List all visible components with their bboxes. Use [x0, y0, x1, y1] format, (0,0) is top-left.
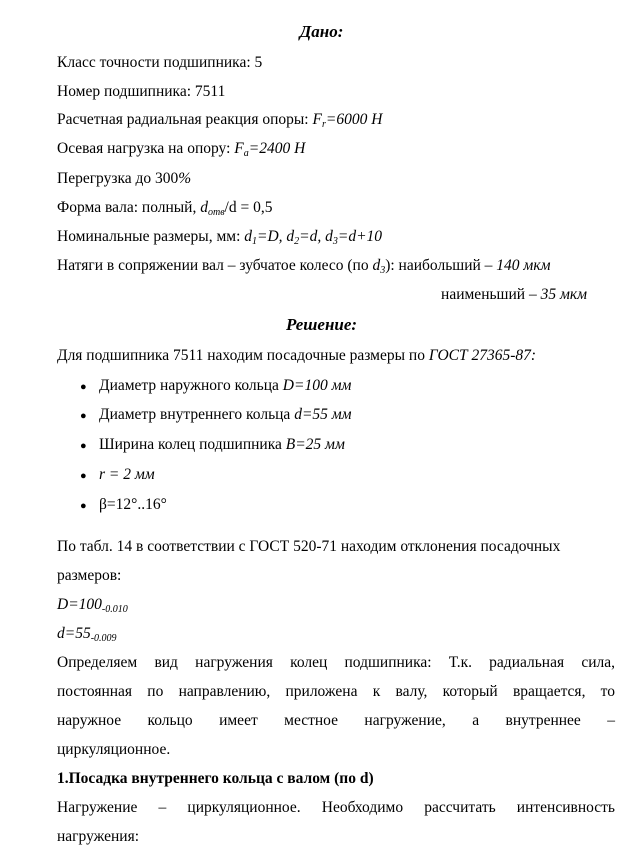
axial-load: Осевая нагрузка на опору: $F_a=2400$ Н	[57, 140, 306, 159]
list-item: Ширина колец подшипника B=25 мм	[99, 436, 345, 453]
nominal-sizes: Номинальные размеры, мм: $d_1=D$, $d_2=d$, $d_3=d+10$	[57, 228, 383, 247]
deviation-D: $D=100_{-0.010}$	[57, 596, 128, 615]
bearing-number: Номер подшипника: 7511	[57, 83, 226, 100]
list-item: r = 2 мм	[99, 466, 155, 483]
bullet-icon: ●	[80, 440, 87, 452]
loading-paragraph-line: наружное кольцо имеет местное нагружение, а внутреннее –	[57, 712, 615, 729]
given-title: Дано:	[299, 22, 344, 41]
loading-paragraph-line: циркуляционное.	[57, 741, 171, 758]
loading-paragraph-line: постоянная по направлению, приложена к валу, который вращается, то	[57, 683, 615, 700]
table-ref-line: По табл. 14 в соответствии с ГОСТ 520-71 находим отклонения посадочных	[57, 538, 561, 555]
section1-title: 1.Посадка внутреннего кольца с валом (по d)	[57, 770, 374, 787]
list-item: Диаметр внутреннего кольца d=55 мм	[99, 406, 352, 423]
bullet-icon: ●	[80, 410, 87, 422]
shaft-form: Форма вала: полный, $d_{отв}/d = 0,5$	[57, 199, 273, 218]
list-item: Диаметр наружного кольца D=100 мм	[99, 377, 352, 394]
interference-min: наименьший – 35 мкм	[441, 286, 587, 303]
radial-reaction: Расчетная радиальная реакция опоры: $F_r=6000$ Н	[57, 111, 383, 130]
bullet-icon: ●	[80, 470, 87, 482]
solution-title: Решение:	[285, 315, 358, 334]
table-ref-line: размеров:	[57, 567, 122, 584]
accuracy-class: Класс точности подшипника: 5	[57, 54, 263, 71]
interference: Натяги в сопряжении вал – зубчатое колесо (по $d_3$): наибольший – 140 мкм	[57, 257, 551, 276]
section1-text: Нагружение – циркуляционное. Необходимо рассчитать интенсивность	[57, 799, 615, 816]
deviation-d: $d=55_{-0.009}$	[57, 625, 117, 644]
overload: Перегрузка до 300%	[57, 170, 192, 187]
bullet-icon: ●	[80, 381, 87, 393]
section1-text-cont: нагружения:	[57, 828, 140, 845]
bullet-icon: ●	[80, 500, 87, 512]
solution-intro: Для подшипника 7511 находим посадочные размеры по ГОСТ 27365-87:	[57, 347, 537, 364]
list-item: β=12°..16°	[99, 496, 167, 513]
loading-paragraph-line: Определяем вид нагружения колец подшипника: Т.к. радиальная сила,	[57, 654, 615, 671]
